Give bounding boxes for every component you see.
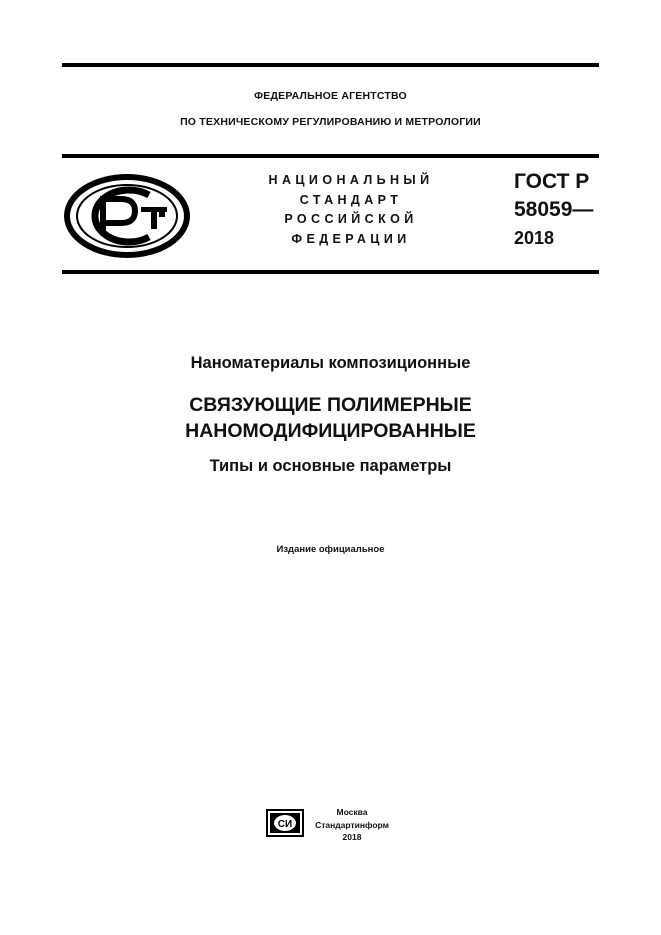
gost-number: 58059—	[514, 198, 594, 221]
gost-prefix: ГОСТ Р	[514, 170, 590, 193]
gost-designation	[514, 168, 593, 252]
gost-rst-logo	[63, 173, 191, 259]
standard-type-line-2: СТАНДАРТ	[299, 192, 403, 207]
header-bottom-rule	[62, 270, 599, 274]
document-title-line-1: СВЯЗУЮЩИЕ ПОЛИМЕРНЫЕ	[189, 394, 472, 416]
standartinform-logo-icon	[265, 808, 305, 838]
standard-type-line-3: РОССИЙСКОЙ	[284, 212, 418, 226]
agency-line-1: ФЕДЕРАЛЬНОЕ АГЕНТСТВО	[254, 90, 407, 102]
standard-type-line-1: НАЦИОНАЛЬНЫЙ	[268, 173, 434, 187]
publisher-year: 2018	[342, 832, 362, 842]
publisher-name: Стандартинформ	[315, 819, 389, 830]
top-rule	[62, 63, 599, 67]
standartinform-logo	[265, 808, 305, 838]
gost-rst-logo-icon	[63, 173, 191, 259]
gost-year: 2018	[514, 228, 555, 248]
document-description: Типы и основные параметры	[209, 457, 452, 475]
publisher-block	[312, 806, 392, 844]
edition-label: Издание официальное	[276, 544, 385, 555]
publisher-city: Москва	[336, 807, 368, 817]
document-title-line-2: НАНОМОДИФИЦИРОВАННЫЕ	[185, 420, 476, 442]
publisher-logo-text: СИ	[277, 819, 293, 830]
header-rule	[62, 154, 599, 158]
standard-type	[240, 171, 462, 249]
agency-line-2: ПО ТЕХНИЧЕСКОМУ РЕГУЛИРОВАНИЮ И МЕТРОЛОГИИ	[180, 116, 481, 128]
document-subtitle: Наноматериалы композиционные	[190, 354, 471, 372]
standard-type-line-4: ФЕДЕРАЦИИ	[291, 231, 411, 246]
